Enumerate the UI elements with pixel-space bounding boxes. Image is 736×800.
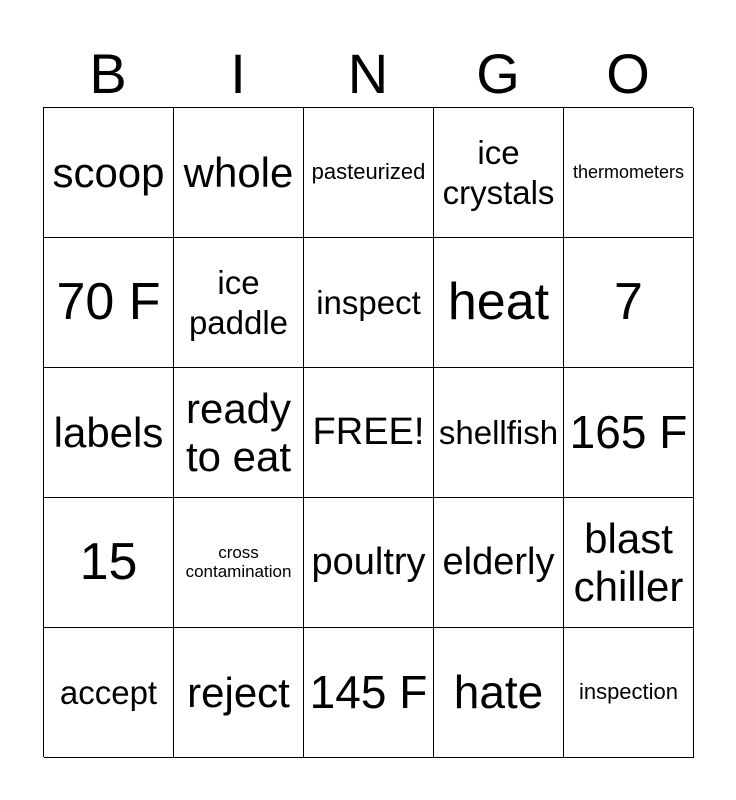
bingo-cell[interactable]: reject (174, 628, 304, 758)
bingo-cell[interactable]: shellfish (434, 368, 564, 498)
bingo-cell[interactable]: 70 F (44, 238, 174, 368)
bingo-cell[interactable]: inspect (304, 238, 434, 368)
bingo-cell[interactable]: inspection (564, 628, 694, 758)
bingo-cell[interactable]: thermometers (564, 108, 694, 238)
bingo-card (43, 107, 693, 757)
bingo-cell[interactable]: 7 (564, 238, 694, 368)
bingo-cell[interactable]: accept (44, 628, 174, 758)
bingo-cell[interactable]: 165 F (564, 368, 694, 498)
header-letter-b: B (89, 42, 127, 105)
bingo-cell[interactable]: whole (174, 108, 304, 238)
bingo-cell[interactable]: poultry (304, 498, 434, 628)
header-letter-i: I (230, 42, 246, 105)
header-letter-o: O (606, 42, 650, 105)
header-letter-n: N (347, 42, 389, 105)
bingo-cell[interactable]: elderly (434, 498, 564, 628)
bingo-cell[interactable]: scoop (44, 108, 174, 238)
header-letter-g: G (476, 42, 520, 105)
free-space[interactable]: FREE! (304, 368, 434, 498)
bingo-cell[interactable]: blast chiller (564, 498, 694, 628)
bingo-cell[interactable]: heat (434, 238, 564, 368)
bingo-header (43, 40, 693, 108)
bingo-cell[interactable]: labels (44, 368, 174, 498)
bingo-cell[interactable]: 145 F (304, 628, 434, 758)
bingo-cell[interactable]: pasteurized (304, 108, 434, 238)
bingo-cell[interactable]: hate (434, 628, 564, 758)
bingo-cell[interactable]: ice paddle (174, 238, 304, 368)
bingo-cell[interactable]: 15 (44, 498, 174, 628)
bingo-cell[interactable]: cross contamination (174, 498, 304, 628)
bingo-cell[interactable]: ice crystals (434, 108, 564, 238)
bingo-cell[interactable]: ready to eat (174, 368, 304, 498)
